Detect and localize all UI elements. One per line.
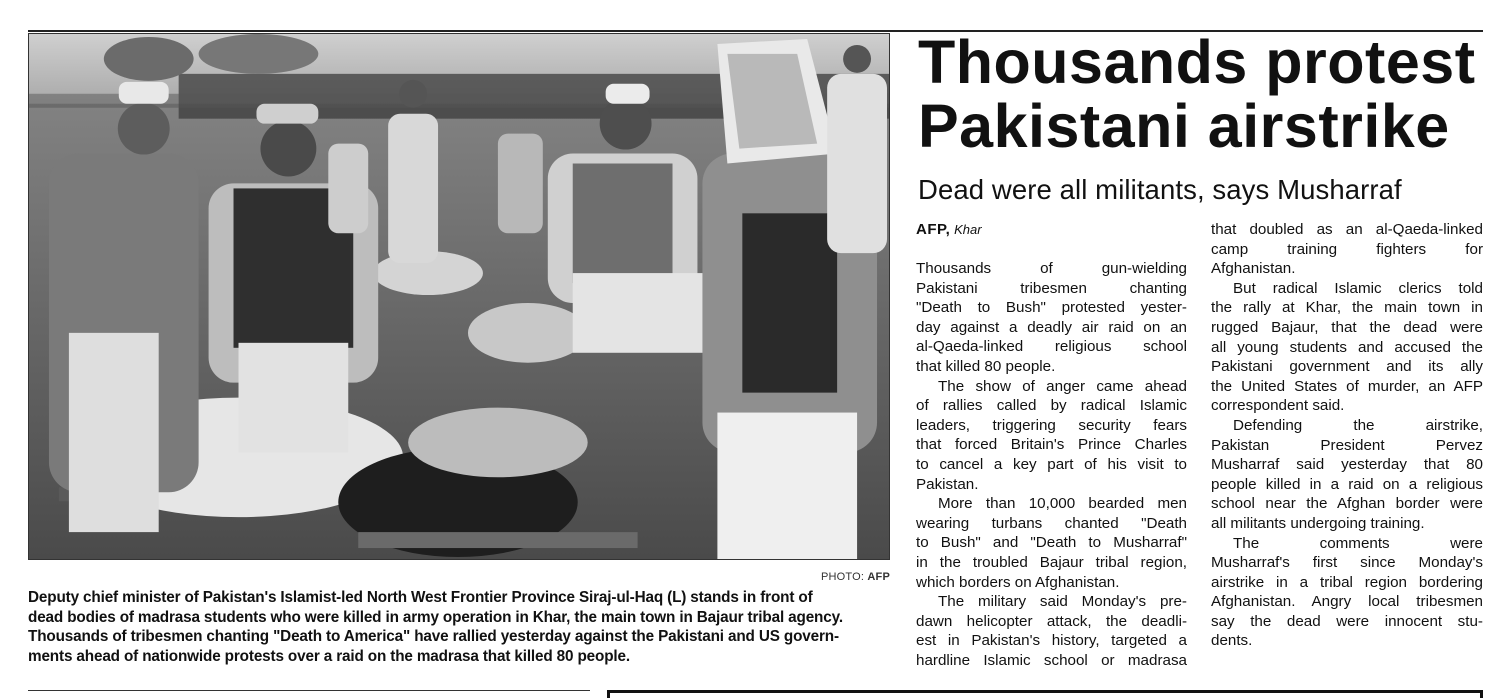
headline-line: Pakistani airstrike	[918, 92, 1450, 160]
subheadline: Dead were all militants, says Musharraf	[918, 174, 1402, 205]
caption-line: ments ahead of nationwide protests over a raid on the madrasa that killed 80 people.	[28, 647, 630, 665]
caption-line: Thousands of tribesmen chanting "Death to America" have rallied yesterday against the Pakistani and US govern-	[28, 628, 839, 646]
article-text-line: "Death to Bush" protested yester-	[916, 299, 1187, 317]
article-text-line: to cancel a key part of his visit to	[916, 455, 1187, 473]
next-article-border-left	[607, 690, 610, 698]
photo-illustration	[29, 34, 889, 559]
article-text-line: Afghanistan.	[1211, 260, 1296, 278]
article-column-2	[1211, 220, 1483, 651]
article-text-line: The comments were	[1233, 534, 1483, 552]
article-text-line: which borders on Afghanistan.	[916, 573, 1120, 591]
article-text-line: that doubled as an al-Qaeda-linked	[1211, 221, 1483, 238]
article-text-line: dents.	[1211, 632, 1253, 650]
article-text-line: dawn helicopter attack, the deadli-	[916, 612, 1187, 630]
article-text-line: say the dead were innocent stu-	[1211, 612, 1483, 630]
next-article-border	[607, 690, 1483, 693]
article-text-line: day against a deadly air raid on an	[916, 318, 1187, 336]
article-text-line: Musharraf's first since Monday's	[1211, 554, 1483, 572]
article-text-line: Pakistan President Pervez	[1211, 436, 1483, 454]
byline-place: Khar	[954, 222, 982, 237]
article-text-line: hardline Islamic school or madrasa	[916, 651, 1187, 669]
article-text-line: More than 10,000 bearded men	[938, 495, 1187, 513]
article-text-line: Musharraf said yesterday that 80	[1211, 456, 1483, 474]
headline-line: Thousands protest	[918, 28, 1476, 96]
article-column-1	[916, 259, 1187, 670]
article-text-line: all young students and accused the	[1211, 338, 1483, 356]
article-text-line: rugged Bajaur, that the dead were	[1211, 318, 1483, 336]
article-text-line: school near the Afghan border were	[1211, 495, 1483, 513]
article-text-line: The show of anger came ahead	[938, 377, 1187, 395]
bottom-rule	[28, 690, 590, 691]
article-text-line: leaders, triggering security fears	[916, 416, 1187, 434]
article-text-line: camp training fighters for	[1211, 240, 1483, 258]
article-text-line: Pakistan.	[916, 475, 979, 493]
article-text-line: wearing turbans chanted "Death	[916, 514, 1187, 532]
headline	[918, 30, 1488, 158]
next-article-border-right	[1480, 690, 1483, 698]
article-text-line: airstrike in a tribal region bordering	[1211, 573, 1483, 591]
article-text-line: The military said Monday's pre-	[938, 593, 1187, 611]
article-text-line: that killed 80 people.	[916, 357, 1056, 375]
article-text-line: people killed in a raid on a religious	[1211, 475, 1483, 493]
news-photo	[28, 33, 890, 560]
article-text-line: est in Pakistan's history, targeted a	[916, 632, 1187, 650]
article-text-line: Afghanistan. Angry local tribesmen	[1211, 593, 1483, 611]
photo-credit-prefix: PHOTO:	[820, 571, 865, 583]
article-text-line: Pakistani government and its ally	[1211, 358, 1483, 376]
article-text-line: of rallies called by radical Islamic	[916, 397, 1187, 415]
caption-line: Deputy chief minister of Pakistan's Islamist-led North West Frontier Province Siraj-ul-Haq (L) stands in front of	[28, 589, 813, 606]
article-text-line: all militants undergoing training.	[1211, 514, 1425, 532]
photo-caption	[28, 588, 890, 666]
byline-agency: AFP,	[916, 221, 951, 238]
article-text-line: al-Qaeda-linked religious school	[916, 338, 1187, 356]
photo-credit	[700, 571, 890, 583]
article-text-line: Thousands of gun-wielding	[916, 260, 1187, 277]
article-text-line: the United States of murder, an AFP	[1211, 377, 1483, 395]
article-text-line: in the troubled Bajaur tribal region,	[916, 553, 1187, 571]
photo-credit-agency: AFP	[867, 571, 890, 583]
article-text-line: Pakistani tribesmen chanting	[916, 279, 1187, 297]
article-text-line: But radical Islamic clerics told	[1233, 279, 1483, 297]
article-text-line: Defending the airstrike,	[1233, 416, 1483, 434]
article-text-line: the rally at Khar, the main town in	[1211, 299, 1483, 317]
article-text-line: correspondent said.	[1211, 397, 1345, 415]
byline	[916, 221, 982, 238]
article-text-line: to Bush" and "Death to Musharraf"	[916, 534, 1187, 552]
caption-line: dead bodies of madrasa students who were killed in army operation in Khar, the main town in Bajaur tribal agency.	[28, 608, 843, 626]
article-text-line: that forced Britain's Prince Charles	[916, 436, 1187, 454]
